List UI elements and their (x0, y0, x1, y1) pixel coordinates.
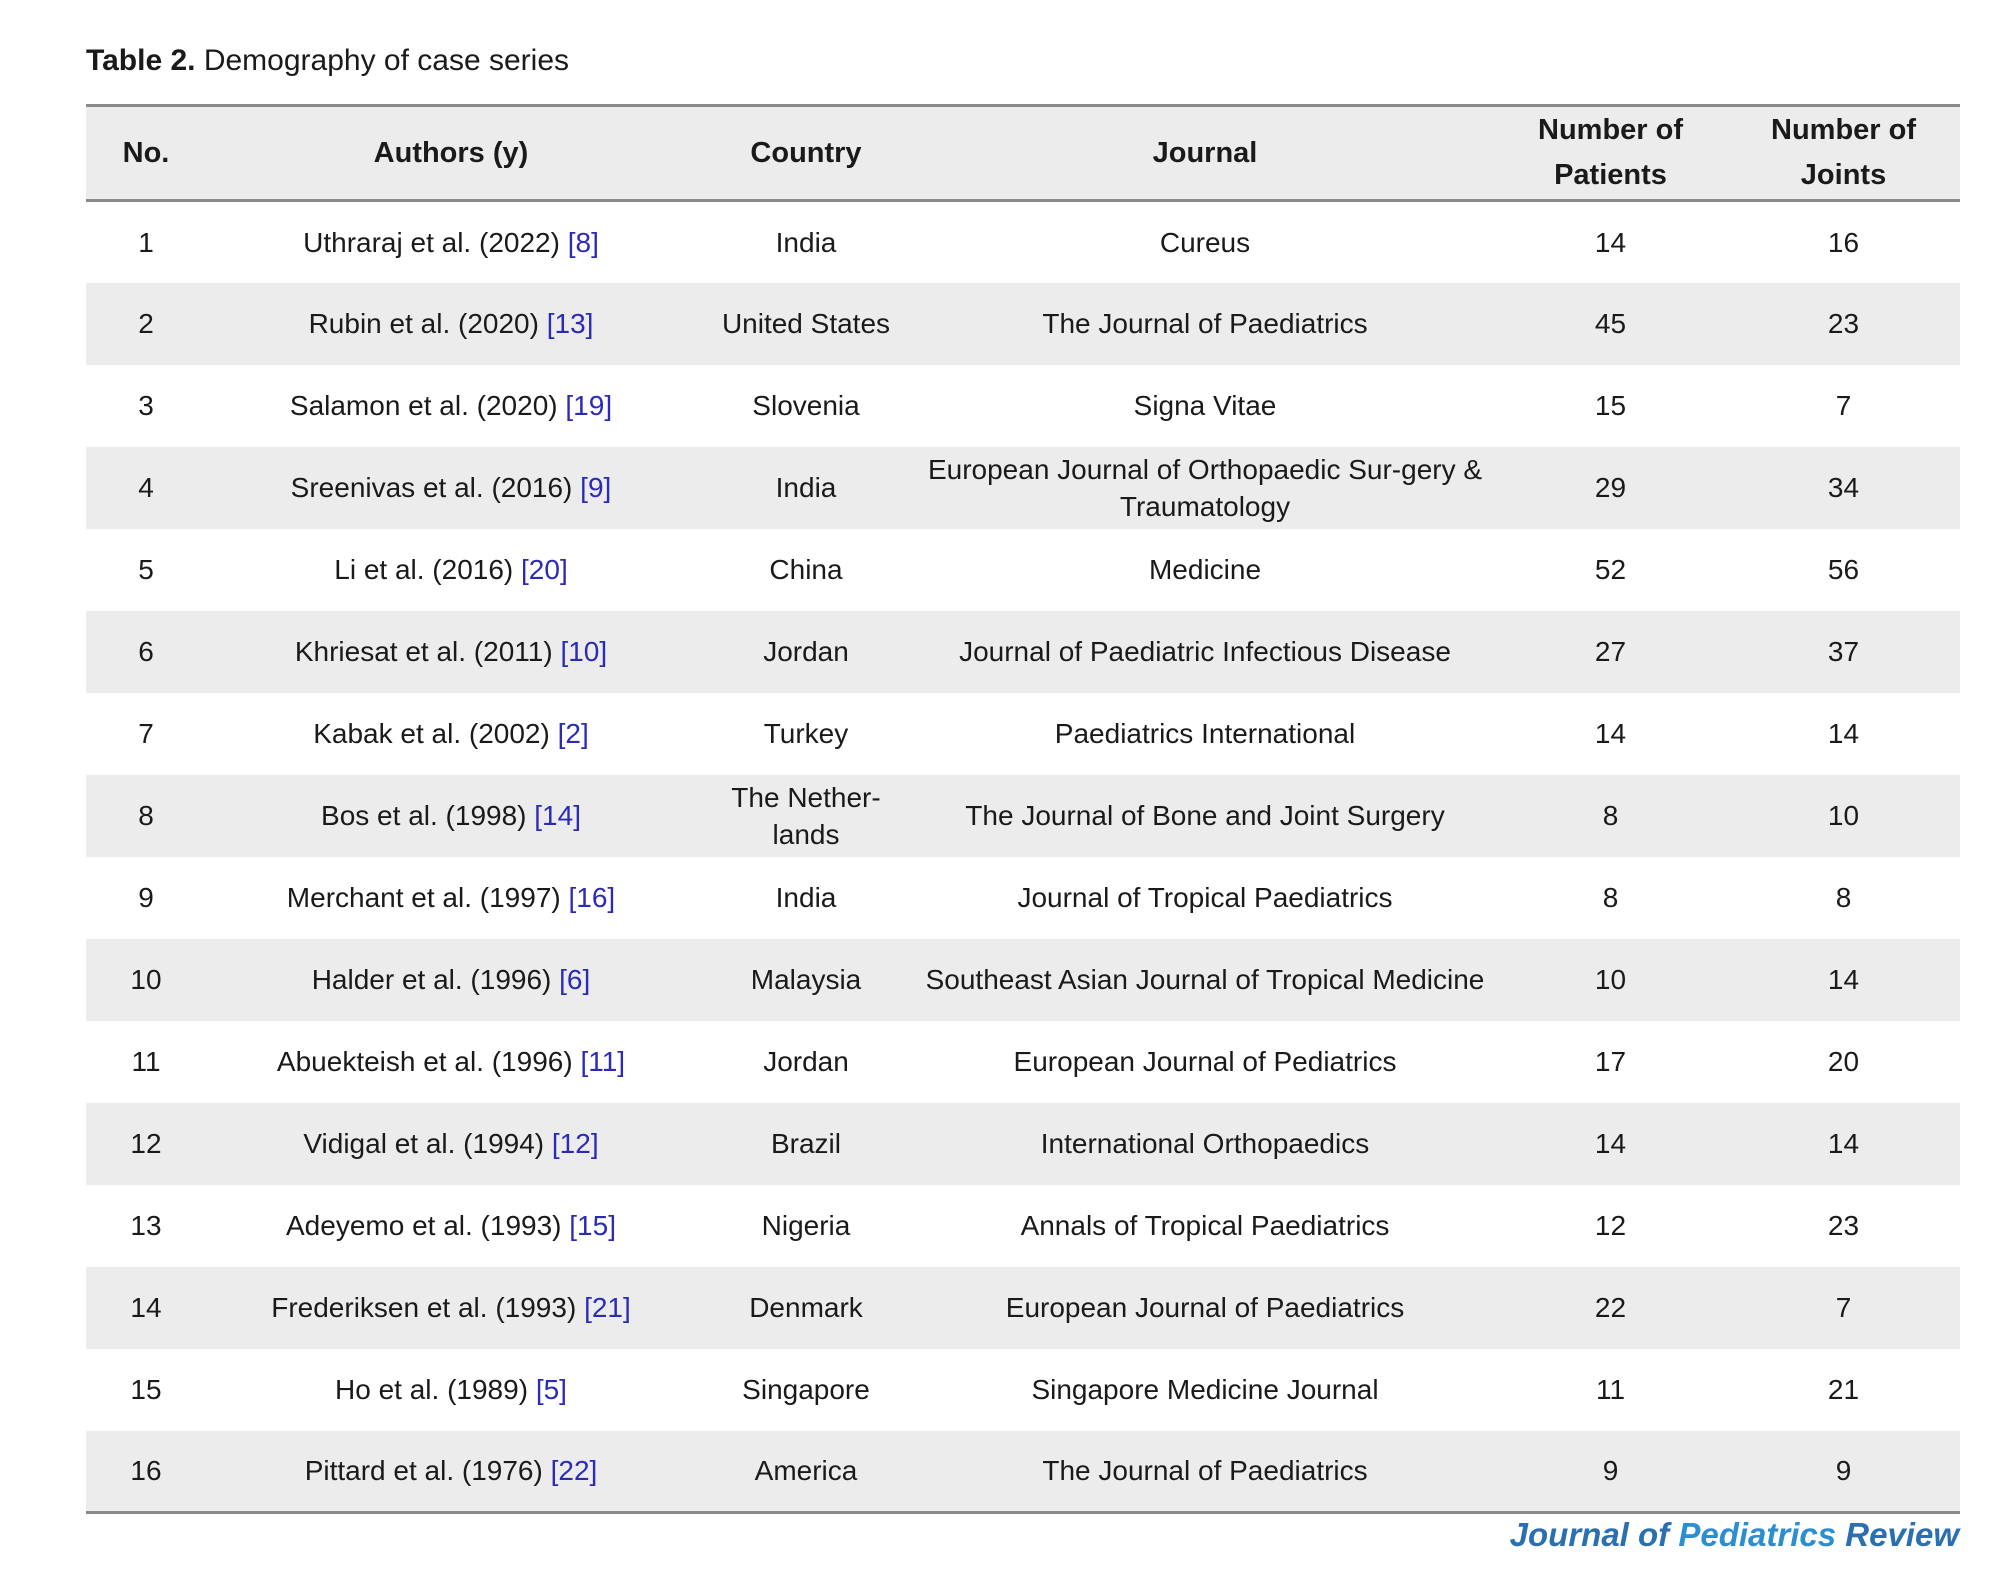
table-row (86, 1185, 1960, 1267)
table-caption-text: Demography of case series (203, 44, 569, 77)
table-header-row (86, 106, 1960, 201)
cell-country: The Nether-lands (731, 781, 881, 850)
author-name: Frederiksen et al. (1993) (271, 1292, 577, 1323)
cell-country: India (775, 472, 837, 503)
cell-joints: 14 (1827, 964, 1860, 995)
cell-no: 11 (131, 1046, 161, 1077)
citation-link[interactable]: [14] (534, 800, 581, 831)
citation-link[interactable]: [11] (580, 1046, 626, 1077)
table-body (86, 201, 1960, 1513)
cell-joints: 23 (1827, 308, 1860, 339)
cell-country: Nigeria (761, 1210, 851, 1241)
cell-patients: 10 (1594, 964, 1627, 995)
cell-author (206, 611, 696, 693)
cell-patients: 22 (1594, 1292, 1627, 1323)
cell-no: 13 (130, 1210, 162, 1241)
citation-link[interactable]: [20] (521, 554, 568, 585)
cell-no: 3 (138, 390, 154, 421)
table-row (86, 939, 1960, 1021)
cell-patients: 29 (1594, 472, 1627, 503)
cell-patients: 11 (1595, 1374, 1626, 1405)
table-row (86, 283, 1960, 365)
author-name: Adeyemo et al. (1993) (286, 1210, 562, 1241)
cell-no: 5 (138, 554, 154, 585)
author-name: Bos et al. (1998) (321, 800, 527, 831)
cell-author (206, 365, 696, 447)
cell-journal: Journal of Paediatric Infectious Disease (959, 636, 1451, 667)
cell-country: Singapore (742, 1374, 870, 1405)
cell-no: 8 (138, 800, 154, 831)
header-patients (1494, 106, 1727, 201)
cell-country: Denmark (749, 1292, 863, 1323)
cell-patients: 45 (1594, 308, 1627, 339)
author-name: Merchant et al. (1997) (286, 882, 561, 913)
cell-joints: 7 (1835, 390, 1852, 421)
cell-journal: Paediatrics International (1054, 718, 1356, 749)
citation-link[interactable]: [15] (569, 1210, 616, 1241)
cell-journal: Medicine (1148, 554, 1262, 585)
table-row (86, 201, 1960, 283)
cell-journal: Cureus (1159, 226, 1251, 258)
header-no: No. (122, 136, 170, 169)
cell-author (206, 693, 696, 775)
cell-author (206, 857, 696, 939)
citation-link[interactable]: [16] (568, 882, 616, 913)
citation-link[interactable]: [9] (580, 472, 612, 503)
cell-country: Brazil (770, 1128, 841, 1159)
cell-patients: 17 (1594, 1046, 1627, 1077)
cell-patients: 9 (1602, 1455, 1619, 1487)
citation-link[interactable]: [10] (560, 636, 608, 667)
cell-author (206, 775, 696, 857)
cell-no: 2 (138, 308, 154, 339)
citation-link[interactable]: [22] (550, 1455, 598, 1487)
cell-joints: 14 (1827, 718, 1860, 749)
journal-logo-part2: Pediatrics (1678, 1516, 1846, 1553)
journal-logo (1510, 1516, 1959, 1554)
author-name: Rubin et al. (2020) (308, 308, 539, 339)
author-name: Halder et al. (1996) (311, 964, 552, 995)
author-name: Pittard et al. (1976) (304, 1455, 543, 1487)
cell-no: 10 (130, 964, 162, 995)
cell-journal: Southeast Asian Journal of Tropical Medicine (925, 964, 1485, 995)
cell-no: 14 (130, 1292, 162, 1323)
header-authors: Authors (y) (373, 136, 529, 169)
cell-journal: The Journal of Bone and Joint Surgery (965, 800, 1445, 831)
header-patients-line2: Patients (1554, 159, 1667, 191)
cell-no: 12 (130, 1128, 162, 1159)
cell-author (206, 1267, 696, 1349)
author-name: Abuekteish et al. (1996) (276, 1046, 573, 1077)
header-patients-line1: Number of (1538, 114, 1683, 146)
table-row (86, 447, 1960, 529)
table-row (86, 1431, 1960, 1513)
cell-joints: 9 (1835, 1455, 1852, 1487)
cell-no: 7 (138, 718, 154, 749)
cell-joints: 21 (1827, 1374, 1860, 1405)
cell-joints: 7 (1835, 1292, 1852, 1323)
table-row (86, 1103, 1960, 1185)
table-header (86, 106, 1960, 201)
cell-patients: 27 (1594, 636, 1627, 667)
cell-journal: European Journal of Paediatrics (1005, 1292, 1405, 1323)
cell-joints: 10 (1827, 800, 1860, 831)
cell-journal: Annals of Tropical Paediatrics (1020, 1210, 1390, 1241)
citation-link[interactable]: [8] (567, 226, 599, 258)
cell-joints: 14 (1827, 1128, 1860, 1159)
cell-country: United States (721, 308, 891, 339)
cell-patients: 14 (1594, 718, 1627, 749)
demography-table-container (86, 104, 1960, 1514)
author-name: Kabak et al. (2002) (313, 718, 550, 749)
table-row (86, 1349, 1960, 1431)
cell-patients: 14 (1594, 1128, 1627, 1159)
citation-link[interactable]: [2] (557, 718, 589, 749)
cell-joints: 8 (1835, 882, 1852, 913)
demography-table (86, 104, 1960, 1514)
cell-no: 6 (138, 636, 154, 667)
cell-patients: 52 (1594, 554, 1627, 585)
cell-country: India (775, 226, 837, 258)
table-row (86, 1021, 1960, 1103)
cell-joints: 37 (1827, 636, 1860, 667)
cell-patients: 14 (1594, 226, 1627, 258)
cell-country: Slovenia (752, 390, 860, 421)
table-row (86, 365, 1960, 447)
cell-patients: 12 (1594, 1210, 1627, 1241)
cell-country: Jordan (763, 1046, 849, 1077)
cell-author (206, 1185, 696, 1267)
citation-link[interactable]: [6] (559, 964, 591, 995)
author-name: Uthraraj et al. (2022) (303, 226, 560, 258)
cell-author (206, 529, 696, 611)
cell-no: 16 (130, 1455, 162, 1487)
author-name: Li et al. (2016) (334, 554, 514, 585)
table-row (86, 611, 1960, 693)
table-row (86, 775, 1960, 857)
cell-joints: 20 (1827, 1046, 1860, 1077)
table-row (86, 1267, 1960, 1349)
table-caption (86, 44, 569, 78)
cell-no: 4 (138, 472, 154, 503)
citation-link[interactable]: [5] (535, 1374, 567, 1405)
table-caption-label: Table 2. (86, 44, 196, 77)
header-journal: Journal (1152, 136, 1258, 169)
author-name: Khriesat et al. (2011) (294, 636, 553, 667)
cell-country: India (775, 882, 837, 913)
journal-logo-part1: Journal of (1509, 1516, 1679, 1553)
cell-journal: European Journal of Orthopaedic Sur-gery & Traumatology (927, 453, 1483, 522)
author-name: Salamon et al. (2020) (289, 390, 558, 421)
cell-journal: European Journal of Pediatrics (1013, 1046, 1397, 1077)
cell-author (206, 1103, 696, 1185)
cell-patients: 8 (1602, 800, 1619, 831)
cell-country: Malaysia (750, 964, 862, 995)
cell-joints: 56 (1827, 554, 1860, 585)
cell-author (206, 1431, 696, 1513)
cell-author (206, 447, 696, 529)
cell-author (206, 939, 696, 1021)
citation-link[interactable]: [12] (551, 1128, 599, 1159)
cell-author (206, 1021, 696, 1103)
header-joints (1727, 106, 1960, 201)
journal-logo-part3: Review (1845, 1516, 1959, 1553)
author-name: Vidigal et al. (1994) (303, 1128, 545, 1159)
cell-patients: 8 (1602, 882, 1619, 913)
cell-country: China (769, 554, 843, 585)
author-name: Ho et al. (1989) (335, 1374, 529, 1405)
cell-country: America (754, 1455, 858, 1487)
cell-joints: 34 (1827, 472, 1860, 503)
cell-country: Jordan (763, 636, 849, 667)
cell-joints: 16 (1827, 226, 1860, 258)
cell-journal: Journal of Tropical Paediatrics (1017, 882, 1393, 913)
cell-no: 15 (130, 1374, 162, 1405)
header-joints-line2: Joints (1800, 159, 1887, 191)
cell-no: 1 (138, 226, 154, 258)
citation-link[interactable]: [19] (565, 390, 613, 421)
author-name: Sreenivas et al. (2016) (290, 472, 573, 503)
table-row (86, 693, 1960, 775)
header-joints-line1: Number of (1771, 114, 1916, 146)
table-row (86, 857, 1960, 939)
cell-journal: The Journal of Paediatrics (1042, 1455, 1368, 1487)
cell-country: Turkey (763, 718, 849, 749)
header-country: Country (750, 136, 862, 169)
cell-patients: 15 (1594, 390, 1627, 421)
cell-journal: The Journal of Paediatrics (1042, 308, 1368, 339)
citation-link[interactable]: [13] (546, 308, 594, 339)
cell-no: 9 (138, 882, 154, 913)
cell-journal: International Orthopaedics (1040, 1128, 1370, 1159)
cell-joints: 23 (1827, 1210, 1860, 1241)
cell-author (206, 1349, 696, 1431)
cell-author (206, 283, 696, 365)
cell-journal: Singapore Medicine Journal (1031, 1374, 1379, 1405)
cell-journal: Signa Vitae (1133, 390, 1277, 421)
cell-author (206, 201, 696, 283)
citation-link[interactable]: [21] (584, 1292, 631, 1323)
table-row (86, 529, 1960, 611)
